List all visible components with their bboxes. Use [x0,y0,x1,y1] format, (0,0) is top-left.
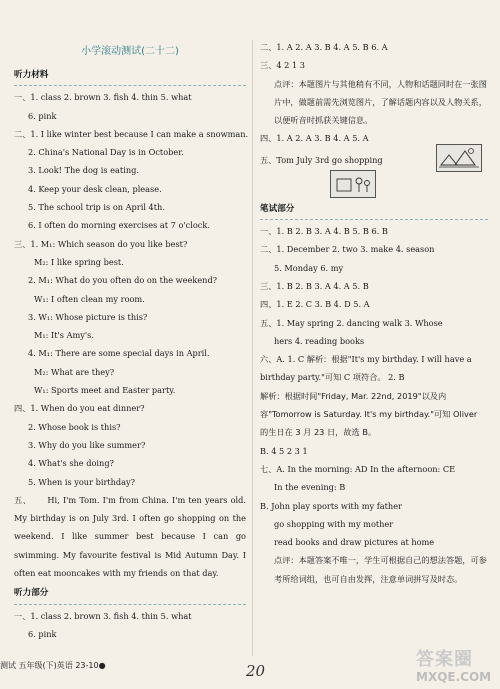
left-column [14,44,249,643]
answer-line: 二、1. A 2. A 3. B 4. A 5. B 6. A [260,42,388,52]
answer-line: M₁: It's Amy's. [34,330,94,341]
scene-picture-icon [330,170,376,198]
answer-line: 3. W₁: Whose picture is this? [28,311,148,322]
answer-line: M₂: I like spring best. [34,256,124,267]
answer-row-with-pictures [260,148,488,172]
column-divider [252,40,253,656]
family-scene-icon [331,171,375,197]
shopping-scene-icon [437,145,481,171]
passage-text: Hi, I'm Tom. I'm from China. I'm ten years old. My birthday is on July 3rd. I often go shopping on the weekend. I like summer best because I can go swimming. My favourite festival is Mid Autumn Day. I often eat mooncakes with my friends on that day. [14,494,247,579]
answer-line: 五、1. May spring 2. dancing walk 3. Whose [260,317,443,328]
answer-line: 四、1. A 2. A 3. B 4. A 5. A [260,133,369,144]
answer-line: 6. pink [28,110,57,121]
watermark-logo [416,650,498,688]
answer-line: 七、A. In the morning: AD In the afternoon: CE [260,463,456,474]
answer-line: go shopping with my mother [274,518,394,529]
answer-line: 3. Why do you like summer? [28,439,146,450]
answer-line: 五、Tom July 3rd go shopping [260,154,383,165]
answer-line: 2. Whose book is this? [28,421,121,432]
passage-label: 五、 [14,494,32,505]
answer-line: 三、1. B 2. B 3. A 4. A 5. B [260,280,369,291]
footer-text: 测试 五年级(下)英语 23-10● [0,661,106,670]
right-column [260,38,488,588]
answer-explanation: 解析：根据时间"Friday, Mar. 22nd, 2019"以及内容"Tomorrow is Saturday. It's my birthday."可知 Oliver 的生日在 3 月 23 日，故选 B。 [260,390,478,438]
answer-line: 4. M₁: There are some special days in April. [28,348,210,359]
answer-line: W₁: Sports meet and Easter party. [34,385,176,396]
answer-line: 三、4 2 1 3 [260,60,306,71]
answer-line: 6. pink [28,628,57,639]
answer-line: read books and draw pictures at home [274,537,435,548]
scene-picture-icon [436,144,482,172]
section-listening-part: 听力部分 [14,584,246,604]
answer-line: 3. Look! The dog is eating. [28,165,139,176]
comment-note: 点评：本题答案不唯一，学生可根据自己的想法答题，可参考所给词组，也可自由发挥，注意单词拼写及时态。 [274,555,487,584]
answer-line: 一、1. class 2. brown 3. fish 4. thin 5. what [14,92,192,103]
answer-line: hers 4. reading books [274,335,365,346]
passage [14,491,246,582]
answer-line: 2. M₁: What do you often do on the weekend? [28,275,218,286]
answer-line: 二、1. I like winter best because I can make a snowman. [14,128,249,139]
watermark-url: MXQE.COM [416,670,492,684]
answer-line: B. 4 5 2 3 1 [260,445,308,456]
answer-line: 5. When is your birthday? [28,476,136,487]
picture-row-2 [260,172,488,198]
answer-line: 5. Monday 6. my [274,262,344,273]
answer-line: 二、1. December 2. two 3. make 4. season [260,244,435,255]
answer-line: In the evening: B [274,482,346,493]
answer-line: 4. Keep your desk clean, please. [28,183,162,194]
answer-line: W₁: I often clean my room. [34,293,145,304]
page-number: 20 [246,662,266,680]
answer-line: 6. I often do morning exercises at 7 o'clock. [28,220,210,231]
section-written-part: 笔试部分 [260,200,488,220]
answer-line: 四、1. E 2. C 3. B 4. D 5. A [260,299,370,310]
answer-line: 2. China's National Day is in October. [28,147,184,158]
answer-line: 三、1. M₁: Which season do you like best? [14,238,188,249]
answer-line: 四、1. When do you eat dinner? [14,403,145,414]
answer-line: 4. What's she doing? [28,458,114,469]
answer-line: M₂: What are they? [34,366,115,377]
answer-line: B. John play sports with my father [260,500,402,511]
watermark-main: 答案圈 [416,649,473,670]
page-title: 小学滚动测试(二十二) [81,46,179,57]
answer-line: 一、1. B 2. B 3. A 4. B 5. B 6. B [260,226,388,237]
answer-line: 一、1. class 2. brown 3. fish 4. thin 5. what [14,610,192,621]
answer-explanation: 六、A. 1. C 解析：根据"It's my birthday. I will have a birthday party."可知 C 项符合。 2. B [260,354,472,383]
comment-note: 点评：本题图片与其他稍有不同，人物和话题同时在一张图片中，做题前需先浏览图片，了解话题内容以及人物关系，以便听音时抓获关键信息。 [274,78,487,126]
answer-line: 5. The school trip is on April 4th. [28,202,165,213]
section-listening-material: 听力材料 [14,66,246,86]
